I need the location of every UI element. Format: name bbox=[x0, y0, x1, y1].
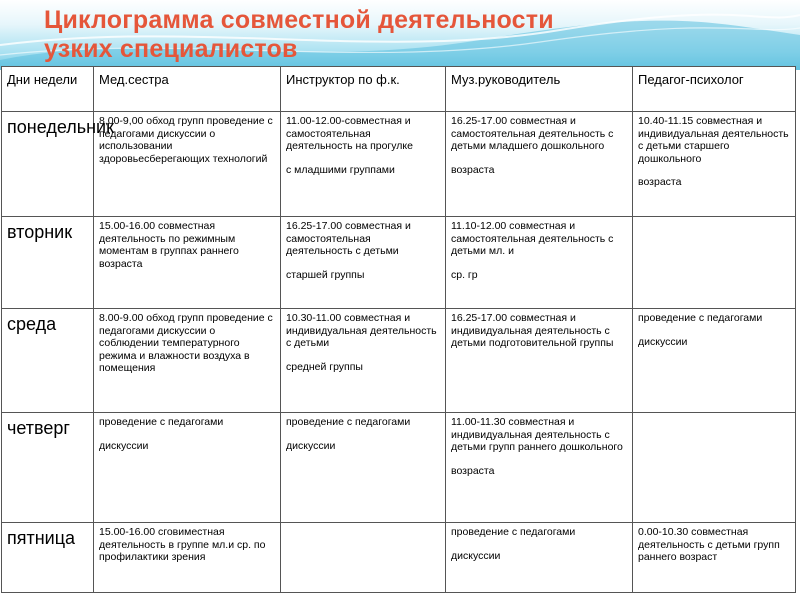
cell-text: проведение с педагогами bbox=[638, 312, 763, 324]
header-psychologist: Педагог-психолог bbox=[633, 67, 796, 112]
table-cell bbox=[281, 309, 446, 413]
table-cell bbox=[633, 413, 796, 523]
cell-text-extra: дискуссии bbox=[286, 439, 336, 452]
cell-text: 8.00-9.00 обход групп проведение с педагогами дискуссии о соблюдении температурного режима и влажности воздуха в помещения bbox=[99, 312, 273, 374]
cell-text-extra: с младшими группами bbox=[286, 163, 395, 176]
cell-text-extra: возраста bbox=[451, 163, 495, 176]
table-cell bbox=[633, 217, 796, 309]
table-cell bbox=[94, 413, 281, 523]
table-cell bbox=[633, 523, 796, 593]
cell-text-extra: возраста bbox=[638, 176, 682, 188]
cell-text: 15.00-16.00 совместная деятельность по режимным моментам в группах раннего возраста bbox=[99, 220, 239, 270]
cell-text-extra: средней группы bbox=[286, 360, 363, 373]
cell-text: проведение с педагогами bbox=[286, 416, 411, 428]
title-line-2: узких специалистов bbox=[44, 35, 298, 63]
day-cell: вторник bbox=[2, 217, 94, 309]
table-cell bbox=[94, 217, 281, 309]
title-line-1: Циклограмма совместной деятельности bbox=[44, 6, 554, 34]
header-pe-instructor: Инструктор по ф.к. bbox=[281, 67, 446, 112]
table-row bbox=[2, 523, 796, 593]
table-row bbox=[2, 112, 796, 217]
cell-text: 8,00-9,00 обход групп проведение с педагогами дискуссии о использовании здоровьесберегающих технологий bbox=[99, 115, 273, 165]
day-cell: понедельник bbox=[2, 112, 94, 217]
header-nurse: Мед.сестра bbox=[94, 67, 281, 112]
table-cell bbox=[633, 309, 796, 413]
cell-text: проведение с педагогами bbox=[451, 526, 576, 538]
cell-text: 10.40-11.15 совместная и индивидуальная деятельность с детьми старшего дошкольного bbox=[638, 115, 789, 165]
header-music-director: Муз.руководитель bbox=[446, 67, 633, 112]
cell-text-extra: дискуссии bbox=[99, 439, 149, 452]
table-cell bbox=[446, 309, 633, 413]
table-cell bbox=[633, 112, 796, 217]
table-cell bbox=[446, 523, 633, 593]
table-cell bbox=[94, 523, 281, 593]
table-row bbox=[2, 413, 796, 523]
header-row bbox=[2, 67, 796, 112]
table-cell bbox=[281, 217, 446, 309]
cell-text: 11.10-12.00 совместная и самостоятельная деятельность с детьми мл. и bbox=[451, 220, 614, 257]
cell-text-extra: ср. гр bbox=[451, 268, 478, 281]
cell-text: 16.25-17.00 совместная и самостоятельная деятельность с детьми bbox=[286, 220, 411, 257]
cell-text: 16.25-17.00 совместная и индивидуальная деятельность с детьми подготовительной группы bbox=[451, 312, 614, 349]
table-row bbox=[2, 309, 796, 413]
cell-text: 11.00-11.30 совместная и индивидуальная деятельность с детьми групп раннего дошкольного bbox=[451, 416, 623, 453]
header-days: Дни недели bbox=[2, 67, 94, 112]
cell-text-extra: старшей группы bbox=[286, 268, 365, 281]
cell-text: 16.25-17.00 совместная и самостоятельная деятельность с детьми младшего дошкольного bbox=[451, 115, 614, 152]
table-cell bbox=[446, 413, 633, 523]
table-cell bbox=[446, 112, 633, 217]
cell-text: 15.00-16.00 сговиместная деятельность в группе мл.и ср. по профилактики зрения bbox=[99, 526, 266, 563]
cell-text-extra: дискуссии bbox=[638, 335, 688, 348]
table-row bbox=[2, 217, 796, 309]
table-cell bbox=[281, 112, 446, 217]
cell-text: 0.00-10.30 совместная деятельность с детьми групп раннего возраст bbox=[638, 526, 780, 563]
cell-text: проведение с педагогами bbox=[99, 416, 224, 428]
page-title bbox=[44, 6, 554, 64]
day-cell: пятница bbox=[2, 523, 94, 593]
day-cell: среда bbox=[2, 309, 94, 413]
cell-text-extra: дискуссии bbox=[451, 549, 501, 562]
day-cell: четверг bbox=[2, 413, 94, 523]
table-cell bbox=[281, 523, 446, 593]
table-cell bbox=[446, 217, 633, 309]
cell-text: 11.00-12.00-совместная и самостоятельная деятельность на прогулке bbox=[286, 115, 413, 152]
schedule-table bbox=[1, 66, 796, 593]
cell-text-extra: возраста bbox=[451, 464, 495, 477]
cell-text: 10.30-11.00 совместная и индивидуальная деятельность с детьми bbox=[286, 312, 437, 349]
table-cell bbox=[281, 413, 446, 523]
table-cell bbox=[94, 112, 281, 217]
table-cell bbox=[94, 309, 281, 413]
